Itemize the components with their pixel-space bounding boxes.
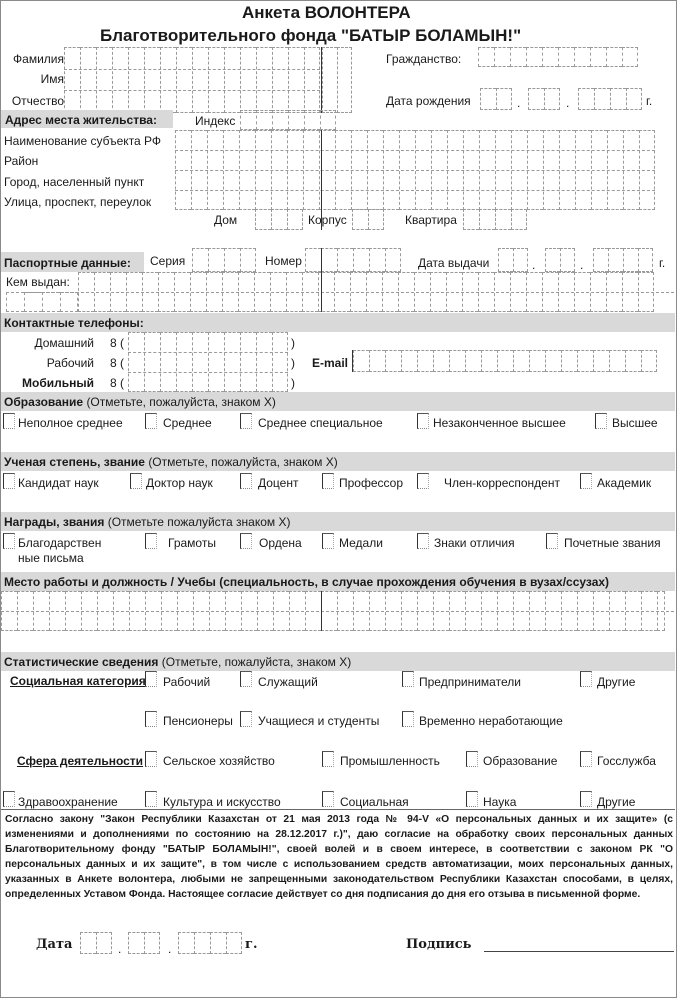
address-section-title: Адрес места жительства:: [5, 113, 157, 127]
awards-option-badges: Знаки отличия: [434, 536, 515, 550]
phone-input-grid[interactable]: [128, 332, 288, 392]
issue-year-suffix: г.: [659, 256, 666, 270]
signature-label: Подпись: [406, 937, 472, 952]
work-separator: [321, 591, 322, 631]
sphere-checkbox-civil-service[interactable]: [580, 751, 592, 767]
social-checkbox-worker[interactable]: [145, 671, 157, 687]
birth-month-input[interactable]: [528, 88, 560, 110]
sphere-option-industry: Промышленность: [340, 754, 440, 768]
sphere-option-culture: Культура и искусство: [163, 795, 281, 809]
passport-number-input[interactable]: [305, 248, 401, 272]
social-checkbox-other[interactable]: [580, 671, 592, 687]
social-option-pensioner: Пенсионеры: [163, 714, 233, 728]
surname-label: Фамилия: [13, 52, 64, 66]
phone-row-line: [128, 372, 288, 373]
footer-month-input[interactable]: [128, 932, 160, 954]
awards-checkbox-orders[interactable]: [240, 533, 252, 549]
mobile-phone-code: 8 (: [110, 376, 125, 390]
birth-date-label: Дата рождения: [386, 94, 471, 108]
issue-date-dot: .: [532, 258, 536, 272]
social-checkbox-employee[interactable]: [240, 671, 252, 687]
social-option-unemployed: Временно неработающие: [419, 714, 563, 728]
education-checkbox-specialized[interactable]: [240, 413, 252, 429]
education-section-title: Образование: [4, 395, 84, 409]
degree-option-academician: Академик: [597, 476, 652, 490]
stats-hint: (Отметьте, пожалуйста, знаком Х): [161, 655, 352, 669]
degree-hint: (Отметьте, пожалуйста, знаком Х): [148, 455, 338, 469]
fio-extra-grid[interactable]: [322, 47, 352, 113]
awards-option-certificates: Грамоты: [168, 536, 216, 550]
mobile-phone-close: ): [291, 376, 295, 390]
sphere-checkbox-science[interactable]: [466, 791, 478, 807]
footer-day-input[interactable]: [80, 932, 112, 954]
mobile-phone-label: Мобильный: [22, 376, 94, 390]
issue-day-input[interactable]: [498, 248, 528, 272]
social-option-student: Учащиеся и студенты: [258, 714, 380, 728]
social-option-worker: Рабочий: [163, 675, 211, 689]
email-separator: [352, 350, 353, 372]
awards-section-title: Награды, звания: [4, 515, 105, 529]
work-section-title: Место работы и должность / Учебы (специальность, в случае прохождения обучения в вузах/ссузах): [4, 575, 610, 589]
house-label: Дом: [214, 213, 238, 227]
city-label: Город, населенный пункт: [4, 175, 145, 189]
home-phone-code: 8 (: [110, 336, 125, 350]
issued-by-row-line: [6, 292, 674, 293]
awards-hint: (Отметьте пожалуйста знаком Х): [107, 515, 291, 529]
name-label: Имя: [40, 72, 64, 86]
contacts-section-title: Контактные телефоны:: [4, 316, 144, 330]
sphere-checkbox-industry[interactable]: [322, 751, 334, 767]
education-option-specialized: Среднее специальное: [258, 416, 383, 430]
form-title: Анкета ВОЛОНТЕРА: [242, 3, 411, 22]
awards-checkbox-badges[interactable]: [417, 533, 429, 549]
degree-checkbox-candidate[interactable]: [3, 473, 15, 489]
passport-series-input[interactable]: [192, 248, 256, 272]
awards-checkbox-honorary[interactable]: [546, 533, 558, 549]
sphere-label: Сфера деятельности: [17, 754, 144, 768]
sphere-option-science: Наука: [483, 795, 517, 809]
social-checkbox-pensioner[interactable]: [145, 711, 157, 727]
footer-year-suffix: г.: [245, 937, 258, 952]
stats-section-title: Статистические сведения: [4, 655, 159, 669]
degree-option-professor: Профессор: [339, 476, 404, 490]
education-checkbox-higher[interactable]: [595, 413, 607, 429]
passport-series-label: Серия: [150, 254, 186, 268]
phone-row-line: [128, 352, 288, 353]
education-checkbox-secondary[interactable]: [145, 413, 157, 429]
building-input[interactable]: [352, 209, 384, 230]
address-row-line: [175, 190, 655, 191]
education-checkbox-incomplete-higher[interactable]: [417, 413, 429, 429]
sphere-checkbox-social[interactable]: [322, 791, 334, 807]
sphere-option-other: Другие: [597, 795, 636, 809]
education-option-incomplete-higher: Незаконченное высшее: [433, 416, 566, 430]
house-input[interactable]: [255, 209, 303, 230]
degree-checkbox-corresponding[interactable]: [417, 473, 429, 489]
awards-option-medals: Медали: [339, 536, 383, 550]
issue-year-input[interactable]: [593, 248, 653, 272]
awards-option-honorary: Почетные звания: [564, 536, 661, 550]
issue-date-label: Дата выдачи: [418, 256, 490, 270]
social-checkbox-student[interactable]: [240, 711, 252, 727]
sphere-checkbox-other[interactable]: [580, 791, 592, 807]
issued-by-lead-cells[interactable]: [6, 292, 78, 312]
birth-year-suffix: г.: [646, 94, 653, 108]
work-phone-close: ): [291, 356, 295, 370]
email-label: E-mail: [312, 356, 349, 370]
education-hint: (Отметьте, пожалуйста, знаком Х): [86, 395, 276, 409]
education-option-higher: Высшее: [612, 416, 658, 430]
social-checkbox-entrepreneur[interactable]: [402, 671, 414, 687]
birth-date-dot: .: [517, 96, 521, 110]
form-subtitle: Благотворительного фонда "БАТЫР БОЛАМЫН!": [100, 26, 522, 45]
birth-day-input[interactable]: [480, 88, 512, 110]
sphere-checkbox-agriculture[interactable]: [145, 751, 157, 767]
awards-checkbox-letters[interactable]: [3, 533, 15, 549]
footer-date-label: Дата: [36, 937, 73, 952]
social-option-employee: Служащий: [258, 675, 318, 689]
issue-month-input[interactable]: [545, 248, 575, 272]
consent-divider: [1, 809, 675, 810]
passport-number-label: Номер: [265, 254, 302, 268]
fio-row-line-1: [64, 69, 320, 70]
district-label: Район: [4, 154, 39, 168]
signature-line[interactable]: [484, 951, 674, 952]
fio-input-grid[interactable]: [64, 47, 320, 113]
social-category-label: Социальная категория: [10, 674, 146, 688]
email-input-grid[interactable]: [353, 350, 657, 372]
address-row-line: [175, 170, 655, 171]
degree-checkbox-academician[interactable]: [580, 473, 592, 489]
issue-date-dot: .: [580, 258, 584, 272]
sphere-option-healthcare: Здравоохранение: [18, 795, 118, 809]
footer-date-dot: .: [168, 942, 172, 956]
street-label: Улица, проспект, переулок: [4, 195, 152, 209]
degree-checkbox-docent[interactable]: [240, 473, 252, 489]
index-input[interactable]: [240, 110, 336, 130]
sphere-checkbox-healthcare[interactable]: [3, 791, 15, 807]
awards-checkbox-medals[interactable]: [322, 533, 334, 549]
fio-row-line-2: [64, 90, 320, 91]
issued-by-label: Кем выдан:: [6, 275, 70, 289]
sphere-option-agriculture: Сельское хозяйство: [163, 754, 275, 768]
awards-option-orders: Ордена: [259, 536, 302, 550]
degree-option-docent: Доцент: [258, 476, 299, 490]
education-option-secondary: Среднее: [163, 416, 212, 430]
awards-option-letters: Благодарствен ные письма: [18, 536, 102, 565]
birth-year-input[interactable]: [578, 88, 642, 110]
index-label: Индекс: [195, 114, 236, 128]
degree-checkbox-professor[interactable]: [322, 473, 334, 489]
degree-section-title: Ученая степень, звание: [4, 455, 145, 469]
social-option-other: Другие: [597, 675, 636, 689]
subject-label: Наименование субъекта РФ: [4, 134, 162, 148]
work-row-line: [1, 611, 674, 612]
sphere-option-education: Образование: [483, 754, 558, 768]
sphere-checkbox-education[interactable]: [466, 751, 478, 767]
footer-date-dot: .: [118, 942, 122, 956]
sphere-checkbox-culture[interactable]: [145, 791, 157, 807]
education-checkbox-incomplete-secondary[interactable]: [3, 413, 15, 429]
building-label: Корпус: [308, 213, 347, 227]
social-option-entrepreneur: Предприниматели: [419, 675, 521, 689]
work-phone-code: 8 (: [110, 356, 125, 370]
birth-date-dot: .: [566, 96, 570, 110]
apartment-label: Квартира: [405, 213, 457, 227]
home-phone-close: ): [291, 336, 295, 350]
address-row-line: [175, 150, 655, 151]
degree-option-corresponding: Член-корреспондент: [444, 476, 560, 490]
awards-checkbox-certificates[interactable]: [145, 533, 157, 549]
degree-checkbox-doctor[interactable]: [130, 473, 142, 489]
sphere-option-civil-service: Госслужба: [597, 754, 656, 768]
citizenship-input-grid[interactable]: [478, 47, 638, 67]
home-phone-label: Домашний: [34, 336, 94, 350]
citizenship-label: Гражданство:: [386, 52, 462, 66]
footer-year-input[interactable]: [178, 932, 242, 954]
passport-section-title: Паспортные данные:: [4, 256, 131, 270]
work-phone-label: Рабочий: [46, 356, 94, 370]
apartment-input[interactable]: [463, 209, 527, 230]
passport-separator: [321, 248, 322, 312]
consent-text: Согласно закону "Закон Республики Казахстан от 21 мая 2013 года № 94-V «О персональных данных и их защите» (с изменениями и дополнениями по состоянию на 28.12.2017 г.)", даю согласие на обработку своих персональных данных Благотворительному фонду "БАТЫР БОЛАМЫН!", своей волей и в своем интересе, в соответствии с законом РК "О персональных данных и их защите", в том числе с использованием средств автоматизации, моих персональных данных, указанных в Анкете волонтера, любыми не запрещенными законодательством Республики Казахстан способами, в целях, определенных Уставом Фонда. Настоящее согласие действует со дня подписания до дня его отзыва в письменной форме.: [5, 814, 673, 900]
degree-option-candidate: Кандидат наук: [18, 476, 99, 490]
degree-option-doctor: Доктор наук: [146, 476, 213, 490]
social-checkbox-unemployed[interactable]: [402, 711, 414, 727]
sphere-option-social: Социальная: [340, 795, 409, 809]
education-option-incomplete-secondary: Неполное среднее: [18, 416, 123, 430]
patronymic-label: Отчество: [11, 94, 64, 108]
